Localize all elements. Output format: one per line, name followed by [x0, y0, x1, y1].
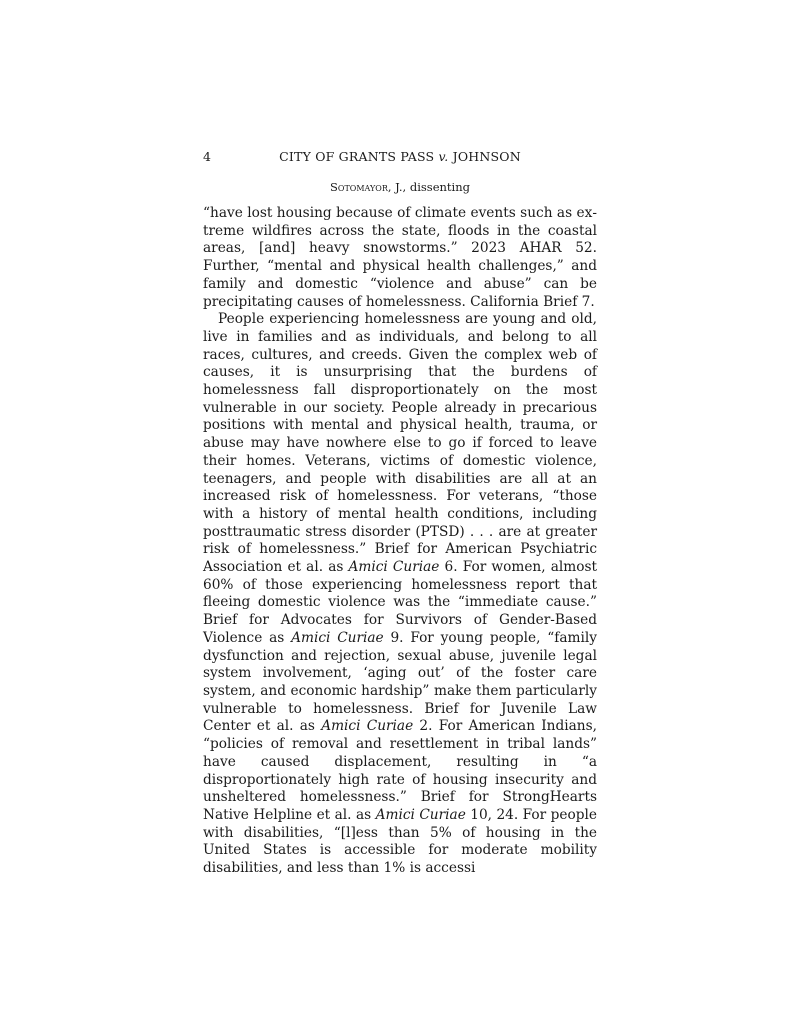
opinion-suffix: , J., dissenting — [387, 180, 470, 194]
paragraph-segment: People experiencing homelessness are young and old, live in families and as individuals, and belong to all races, cultures, and creeds. Given the complex web of causes, it is unsurprising that the burdens of homelessness fall disproportionately on the most vulnerable in our society. People already in precarious positions with mental and physical health, trauma, or abuse may have nowhere else to go if forced to leave their homes. Veterans, victims of domestic violence, teenagers, and people with disabilities are all at an increased risk of homelessness. For veterans, “those with a history of mental health conditions, including posttraumatic stress disorder (PTSD) . . . are at greater risk of homelessness.” Brief for American Psychiatric Association et al. as — [203, 311, 597, 576]
case-citation-italic: Amici Curiae — [321, 718, 414, 735]
paragraph-segment: 6. For women, almost 60% of those experiencing homelessness report that fleeing domestic violence was the “immediate cause.” Brief for Advocates for Survivors of Gender-Based Violence as — [203, 559, 598, 646]
case-citation-italic: Amici Curiae — [291, 629, 384, 646]
case-title — [203, 149, 597, 165]
paragraph-segment: 9. For young people, “family dysfunction and rejection, sexual abuse, juvenile legal system involvement, ‘aging out’ of the foster care system, and economic hardship” make them particularly vulnerable to homelessness. Brief for Juvenile Law Center et al. as — [203, 629, 597, 735]
paragraph-vulnerable-populations — [203, 311, 597, 878]
case-citation-italic: Amici Curiae — [375, 806, 466, 823]
case-title-right: JOHNSON — [448, 149, 521, 164]
case-title-left: CITY OF GRANTS PASS — [279, 149, 439, 164]
opinion-body — [203, 205, 597, 878]
running-head — [203, 149, 597, 165]
case-title-versus: v. — [438, 149, 449, 164]
paragraph-segment: “have lost housing because of climate events such as extreme wildfires across the state, floods in the coastal areas, [and] heavy snowstorms.” 2023 AHAR 52. Further, “mental and physical health challenges,” and family and domestic “violence and abuse” can be precipitating causes of homelessness. California Brief 7. — [203, 205, 597, 310]
case-citation-italic: Amici Curiae — [348, 559, 440, 576]
opinion-attribution — [203, 180, 597, 194]
paragraph-continuation — [203, 205, 597, 311]
page-number: 4 — [203, 149, 211, 164]
opinion-author: Sotomayor — [330, 180, 388, 194]
paragraph-segment: 2. For American Indians, “policies of removal and resettlement in tribal lands” have caused displacement, resulting in “a disproportionately high rate of housing insecurity and unsheltered homelessness.” Brief for StrongHearts Native Helpline et al. as — [203, 718, 597, 823]
paragraph-segment: 10, 24. For people with disabilities, “[l]ess than 5% of housing in the United States is accessible for moderate mobility disabilities, and less than 1% is accessi — [203, 806, 597, 877]
